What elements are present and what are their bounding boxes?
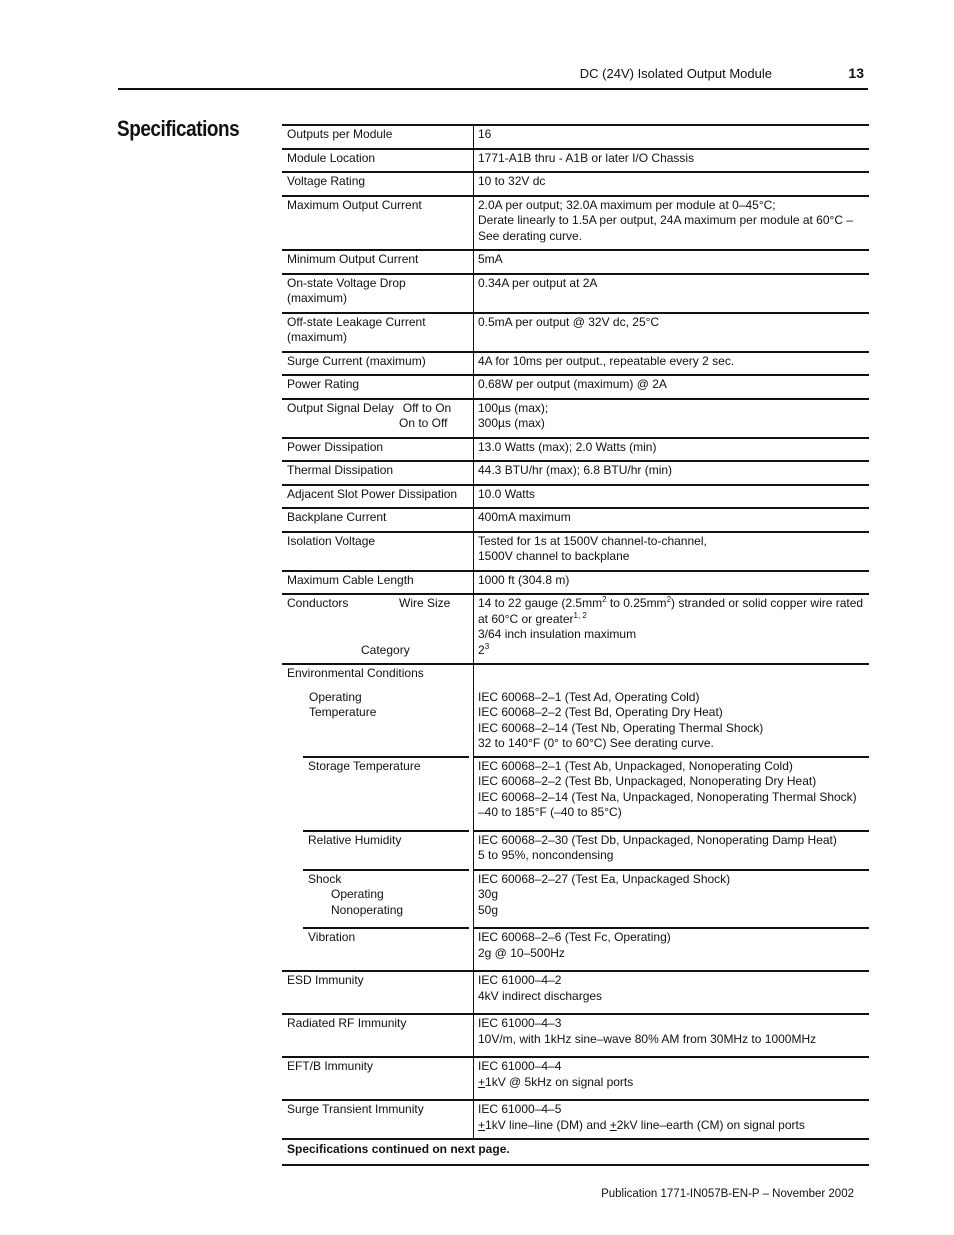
spec-row (282, 532, 869, 571)
storage-line: IEC 60068–2–14 (Test Na, Unpackaged, Nonoperating Thermal Shock) (478, 789, 857, 804)
spec-value-cell (474, 149, 870, 173)
continued-note: Specifications continued on next page. (282, 1139, 869, 1165)
spec-label-cell (282, 399, 474, 438)
op-temp-line: IEC 60068–2–14 (Test Nb, Operating Thermal Shock) (478, 720, 764, 735)
env-head-row (282, 664, 869, 757)
spec-row (282, 508, 869, 532)
humidity-label-cell (282, 831, 474, 870)
eft-label: EFT/B Immunity (282, 1057, 474, 1100)
vibration-row (282, 928, 869, 971)
wire-text-d: at 60°C or greater (478, 611, 574, 626)
conductors-label-line (287, 596, 469, 612)
spec-value: 1000 ft (304.8 m) (478, 572, 570, 587)
eft-line-2-text: 1kV @ 5kHz on signal ports (485, 1074, 634, 1089)
storage-line: –40 to 185°F (–40 to 85°C) (478, 805, 622, 819)
rf-line-1: IEC 61000–4–3 (478, 1016, 562, 1030)
spec-value-cell (474, 571, 870, 595)
spec-value-cell (474, 438, 870, 462)
wire-size-line-1 (478, 596, 865, 612)
storage-value-cell (474, 757, 870, 831)
shock-row (282, 870, 869, 929)
spec-row (282, 485, 869, 509)
spec-value-cell (474, 352, 870, 376)
surge-line-2-text-b: 2kV line–earth (CM) on signal ports (616, 1117, 805, 1132)
category-footnote: 3 (484, 641, 490, 651)
shock-label: Shock (308, 871, 342, 886)
spec-value: 0.34A per output at 2A (478, 275, 598, 290)
spacer (287, 612, 469, 628)
shock-line: 30g (478, 887, 499, 901)
spec-value: 100µs (max); (478, 400, 549, 415)
op-temp-line: 32 to 140°F (0° to 60°C) See derating curve. (478, 736, 714, 750)
spec-label-cell: Power Dissipation (282, 438, 474, 462)
spec-value: See derating curve. (478, 228, 583, 243)
spec-value: 300µs (max) (478, 416, 545, 430)
spec-label-cell: Isolation Voltage (282, 532, 474, 571)
shock-operating-label: Operating (331, 887, 384, 901)
esd-line-1: IEC 61000–4–2 (478, 973, 562, 987)
spec-row (282, 125, 869, 149)
spec-value: 10.0 Watts (478, 486, 535, 501)
spec-value: 10 to 32V dc (478, 174, 546, 188)
vibration-label-cell (282, 928, 474, 971)
humidity-value-cell (474, 831, 870, 870)
wire-size-label: Wire Size (399, 596, 451, 610)
esd-label: ESD Immunity (282, 971, 474, 1014)
spec-label-cell: Outputs per Module (282, 125, 474, 149)
publication-footer: Publication 1771-IN057B-EN-P – November 2002 (601, 1188, 854, 1200)
wire-size-line-3: 3/64 inch insulation maximum (478, 627, 637, 641)
plus-minus: + (609, 1117, 617, 1132)
spec-label-cell: Maximum Output Current (282, 196, 474, 251)
conductors-value-cell (474, 594, 870, 664)
temperature-label: Temperature (309, 705, 377, 719)
spec-value: 2.0A per output; 32.0A maximum per module at 0–45°C; (478, 197, 776, 212)
wire-sup-2: 2 (666, 595, 672, 604)
spec-value: Tested for 1s at 1500V channel-to-channel, (478, 533, 707, 548)
spec-label-cell: Adjacent Slot Power Dissipation (282, 485, 474, 509)
shock-line: IEC 60068–2–27 (Test Ea, Unpackaged Shock) (478, 871, 731, 886)
op-temp-line: IEC 60068–2–1 (Test Ad, Operating Cold) (478, 689, 700, 704)
plus-minus: + (478, 1074, 486, 1089)
vibration-line: IEC 60068–2–6 (Test Fc, Operating) (478, 930, 671, 944)
spec-label-cell: Minimum Output Current (282, 250, 474, 274)
spacer (478, 682, 865, 690)
storage-temp-row (282, 757, 869, 831)
spec-label-cell: Maximum Cable Length (282, 571, 474, 595)
esd-row (282, 971, 869, 1014)
spec-label-cell: Voltage Rating (282, 172, 474, 196)
spacer (478, 821, 865, 825)
spec-label-cell: Backplane Current (282, 508, 474, 532)
op-temp-line: IEC 60068–2–2 (Test Bd, Operating Dry Heat) (478, 705, 723, 719)
spec-value-cell (474, 485, 870, 509)
spacer (287, 682, 469, 690)
spec-row (282, 313, 869, 352)
spec-sublabel: Off to On (402, 400, 452, 415)
spec-label-cell: On-state Voltage Drop (maximum) (282, 274, 474, 313)
spec-value-cell (474, 196, 870, 251)
spec-value: 0.5mA per output @ 32V dc, 25°C (478, 314, 660, 329)
spacer (478, 1090, 865, 1094)
running-header (118, 60, 868, 90)
operating-label: Operating (309, 689, 362, 704)
spec-label-cell: Thermal Dissipation (282, 461, 474, 485)
spec-row (282, 250, 869, 274)
esd-line-2: 4kV indirect discharges (478, 988, 603, 1003)
spec-value: 0.68W per output (maximum) @ 2A (478, 377, 667, 391)
conductors-row (282, 594, 869, 664)
eft-line-1: IEC 61000–4–4 (478, 1059, 562, 1073)
spec-value: 16 (478, 127, 492, 141)
spec-row (282, 399, 869, 438)
surge-transient-value-cell (474, 1100, 870, 1139)
spec-value-cell (474, 172, 870, 196)
esd-value-cell (474, 971, 870, 1014)
running-title: DC (24V) Isolated Output Module (579, 66, 772, 81)
spacer (478, 1047, 865, 1051)
spacer (478, 961, 865, 965)
shock-label-cell (282, 870, 474, 929)
spec-row (282, 149, 869, 173)
wire-text-b: to 0.25mm (606, 596, 667, 610)
eft-line-2 (478, 1075, 865, 1091)
spec-value: 400mA maximum (478, 510, 571, 524)
spec-label-cell: Off-state Leakage Current (maximum) (282, 313, 474, 352)
spec-value-cell (474, 313, 870, 352)
spec-value-cell (474, 250, 870, 274)
eft-value-cell (474, 1057, 870, 1100)
spec-label-cell: Power Rating (282, 375, 474, 399)
vibration-line: 2g @ 10–500Hz (478, 945, 565, 960)
spec-row (282, 352, 869, 376)
surge-line-2 (478, 1118, 865, 1134)
conductors-label: Conductors (287, 596, 349, 610)
plus-minus: + (478, 1117, 486, 1132)
spec-value-cell (474, 125, 870, 149)
spacer (478, 918, 865, 922)
storage-line: IEC 60068–2–2 (Test Bb, Unpackaged, Nonoperating Dry Heat) (478, 774, 817, 788)
shock-value-cell (474, 870, 870, 929)
spec-row (282, 375, 869, 399)
spec-label-cell: Surge Current (maximum) (282, 352, 474, 376)
section-title: Specifications (117, 116, 240, 141)
spec-value-cell (474, 375, 870, 399)
env-label: Environmental Conditions (287, 666, 424, 680)
wire-text-a: 14 to 22 gauge (2.5mm (478, 596, 603, 610)
humidity-label: Relative Humidity (303, 830, 469, 849)
conductors-label-cell (282, 594, 474, 664)
spec-row (282, 438, 869, 462)
spec-sublabel: On to Off (399, 416, 448, 430)
spec-value: 4A for 10ms per output., repeatable every 2 sec. (478, 353, 735, 368)
spec-label-cell: Module Location (282, 149, 474, 173)
storage-line: IEC 60068–2–1 (Test Ab, Unpackaged, Nonoperating Cold) (478, 758, 793, 773)
surge-line-1: IEC 61000–4–5 (478, 1102, 562, 1116)
eft-row (282, 1057, 869, 1100)
spec-row (282, 461, 869, 485)
continued-note-row (282, 1139, 869, 1165)
rf-label: Radiated RF Immunity (282, 1014, 474, 1057)
spec-table-body (282, 125, 869, 1165)
spacer (478, 666, 865, 682)
category-label: Category (361, 642, 410, 657)
spec-value-cell (474, 274, 870, 313)
spec-row (282, 274, 869, 313)
spec-row (282, 196, 869, 251)
rf-row (282, 1014, 869, 1057)
spec-value-cell (474, 532, 870, 571)
spec-value: 5mA (478, 252, 503, 266)
humidity-line: 5 to 95%, noncondensing (478, 848, 614, 862)
shock-line: 50g (478, 902, 499, 917)
spec-table (282, 124, 869, 1166)
spec-value-cell (474, 399, 870, 438)
vibration-label: Vibration (303, 927, 469, 946)
spec-value-cell (474, 461, 870, 485)
spacer (287, 627, 469, 643)
wire-footnote: 1, 2 (573, 610, 587, 620)
spec-value: 1771-A1B thru - A1B or later I/O Chassis (478, 150, 695, 165)
spacer (478, 1004, 865, 1008)
surge-transient-row (282, 1100, 869, 1139)
rf-line-2: 10V/m, with 1kHz sine–wave 80% AM from 30MHz to 1000MHz (478, 1031, 817, 1046)
spec-row (282, 571, 869, 595)
category-value (478, 643, 865, 659)
humidity-line: IEC 60068–2–30 (Test Db, Unpackaged, Nonoperating Damp Heat) (478, 832, 837, 847)
rf-value-cell (474, 1014, 870, 1057)
wire-sup-1: 2 (602, 595, 607, 604)
page-number: 13 (848, 65, 864, 81)
humidity-row (282, 831, 869, 870)
spec-label-line (287, 401, 469, 417)
spec-label: Output Signal Delay (287, 400, 394, 415)
storage-label-cell (282, 757, 474, 831)
spec-value: 13.0 Watts (max); 2.0 Watts (min) (478, 439, 657, 454)
surge-line-2-text-a: 1kV line–line (DM) and (485, 1117, 610, 1132)
shock-nonoperating-label: Nonoperating (331, 902, 404, 917)
category-number: 2 (478, 642, 485, 657)
env-value-cell (474, 664, 870, 757)
spec-row (282, 172, 869, 196)
shock-label-box (303, 869, 469, 919)
env-label-cell (282, 664, 474, 757)
spec-value: 1500V channel to backplane (478, 549, 630, 563)
surge-transient-label: Surge Transient Immunity (282, 1100, 474, 1139)
spec-value: Derate linearly to 1.5A per output, 24A maximum per module at 60°C – (478, 213, 853, 227)
wire-size-line-2 (478, 612, 865, 628)
storage-temp-label: Storage Temperature (303, 756, 469, 775)
spec-value: 44.3 BTU/hr (max); 6.8 BTU/hr (min) (478, 463, 673, 477)
wire-text-c: ) stranded or solid copper wire rated (671, 596, 864, 610)
spec-value-cell (474, 508, 870, 532)
vibration-value-cell (474, 928, 870, 971)
